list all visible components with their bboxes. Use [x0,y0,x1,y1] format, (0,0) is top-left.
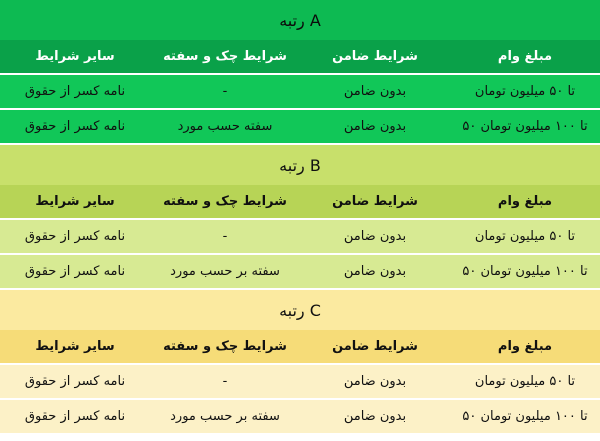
cell-loan-amount: تا ۵۰ میلیون تومان [474,374,576,389]
grade-b-header-row [0,185,600,218]
header-other: سایر شرایط [35,339,115,354]
header-guarantor: شرایط ضامن [332,339,418,354]
grade-a-title: رتبه A [0,0,600,40]
table-row [0,75,600,108]
cell-guarantor: بدون ضامن [343,374,407,389]
cell-cheque: - [222,374,228,389]
cell-cheque: سفته بر حسب مورد [170,264,280,279]
cell-guarantor: بدون ضامن [343,119,407,134]
cell-other: نامه کسر از حقوق [24,84,126,99]
header-cheque: شرایط چک و سفته [163,49,287,64]
header-other: سایر شرایط [35,49,115,64]
grade-c-title: رتبه C [0,290,600,330]
cell-other: نامه کسر از حقوق [24,409,126,424]
header-other: سایر شرایط [35,194,115,209]
grade-b-section [0,145,600,290]
table-row [0,400,600,433]
cell-cheque: - [222,229,228,244]
cell-loan-amount: ۵۰ تا ۱۰۰ میلیون تومان [462,119,588,134]
header-guarantor: شرایط ضامن [332,49,418,64]
header-loan-amount: مبلغ وام [497,339,553,354]
cell-guarantor: بدون ضامن [343,409,407,424]
header-cheque: شرایط چک و سفته [163,194,287,209]
cell-cheque: سفته بر حسب مورد [170,409,280,424]
table-row [0,110,600,143]
table-row [0,255,600,288]
grade-a-section [0,0,600,145]
header-loan-amount: مبلغ وام [497,49,553,64]
cell-other: نامه کسر از حقوق [24,374,126,389]
table-row [0,220,600,253]
cell-loan-amount: تا ۵۰ میلیون تومان [474,84,576,99]
cell-other: نامه کسر از حقوق [24,229,126,244]
cell-guarantor: بدون ضامن [343,229,407,244]
cell-other: نامه کسر از حقوق [24,264,126,279]
header-loan-amount: مبلغ وام [497,194,553,209]
grade-c-section [0,290,600,433]
cell-guarantor: بدون ضامن [343,84,407,99]
cell-loan-amount: ۵۰ تا ۱۰۰ میلیون تومان [462,409,588,424]
cell-loan-amount: تا ۵۰ میلیون تومان [474,229,576,244]
cell-cheque: سفته حسب مورد [177,119,273,134]
header-cheque: شرایط چک و سفته [163,339,287,354]
table-row [0,365,600,398]
grade-b-title: رتبه B [0,145,600,185]
grade-c-header-row [0,330,600,363]
cell-cheque: - [222,84,228,99]
header-guarantor: شرایط ضامن [332,194,418,209]
cell-guarantor: بدون ضامن [343,264,407,279]
cell-other: نامه کسر از حقوق [24,119,126,134]
cell-loan-amount: ۵۰ تا ۱۰۰ میلیون تومان [462,264,588,279]
grade-a-header-row [0,40,600,73]
